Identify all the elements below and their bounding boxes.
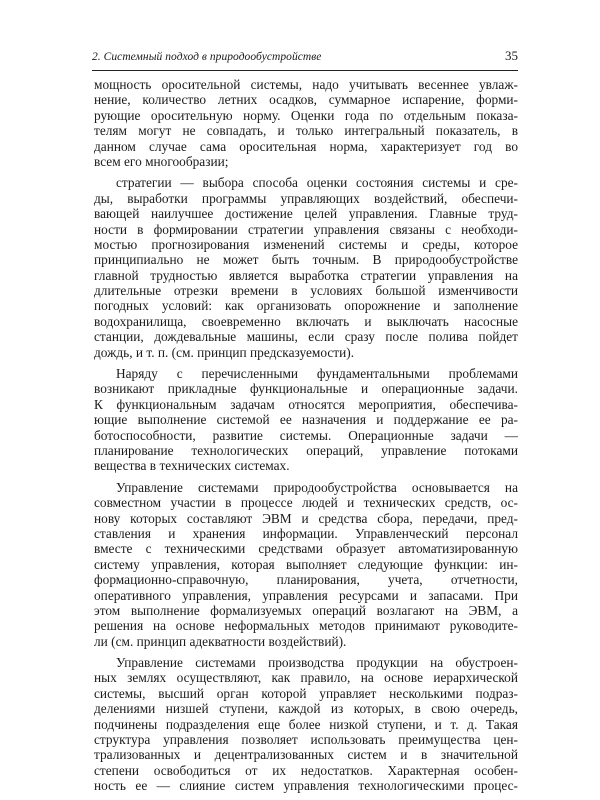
text-line: ботоспособности, развитие системы. Операционные задачи —: [94, 427, 518, 443]
text-line: нение, количество летних осадков, суммарное испарение, форми-: [94, 92, 518, 108]
text-line: К функциональным задачам относятся мероприятия, обеспечива-: [94, 396, 518, 412]
text-line: формационно-справочную, планирования, учета, отчетности,: [94, 572, 518, 588]
text-line: данном случае сама оросительная норма, характеризует год во: [94, 138, 518, 154]
chapter-title: 2. Системный подход в природообустройстве: [92, 51, 322, 63]
text-line: степени освободиться от их недостатков. Характерная особен-: [94, 762, 518, 778]
text-line: систему управления, которая выполняет следующие функции: ин-: [94, 556, 518, 572]
text-line: оперативного управления, управления ресурсами и запасами. При: [94, 587, 518, 603]
text-line: мостью прогнозирования изменений системы и среды, которое: [94, 236, 518, 252]
paragraph: [94, 366, 518, 474]
text-line: системы, высший орган которой управляет несколькими подраз-: [94, 685, 518, 701]
text-line: длительные отрезки времени в условиях большой изменчивости: [94, 283, 518, 299]
text-line: Наряду с перечисленными фундаментальными проблемами: [116, 366, 518, 382]
text-line: ющие выполнение системой ее назначения и поддержание ее ра-: [94, 412, 518, 428]
text-line: дождь, и т. п. (см. принцип предсказуемости).: [94, 344, 355, 360]
paragraph: [94, 655, 518, 794]
text-line: вающей наилучшее достижение целей управления. Главные труд-: [94, 206, 518, 222]
paragraph: [94, 77, 518, 169]
text-line: решения на основе неформальных методов принимают руководите-: [94, 618, 518, 634]
text-line: станции, дождевальные машины, если сразу после полива пойдет: [94, 329, 518, 345]
text-line: структура управления позволяет использовать преимущества цен-: [94, 732, 518, 748]
text-line: вместе с техническими средствами образует автоматизированную: [94, 541, 518, 557]
text-line: стратегии — выбора способа оценки состояния системы и сре-: [116, 175, 518, 191]
text-line: ды, выработки программы управляющих воздействий, обеспечи-: [94, 190, 518, 206]
text-line: трализованных и децентрализованных систем и в значительной: [94, 747, 518, 763]
text-line: нову которых составляют ЭВМ и средства сбора, передачи, пред-: [94, 510, 518, 526]
text-line: ности в формировании стратегии управления связаны с необходи-: [94, 221, 518, 237]
text-line: вещества в технических системах.: [94, 458, 290, 474]
paragraph: [94, 480, 518, 649]
body-text: [94, 77, 518, 800]
text-line: рующие оросительную норму. Оценки года по отдельным показа-: [94, 107, 518, 123]
text-line: этом выполнение формализуемых операций возлагают на ЭВМ, а: [94, 602, 518, 618]
text-line: главной трудностью является выработка стратегии управления на: [94, 267, 518, 283]
text-line: всем его многообразии;: [94, 153, 229, 169]
text-line: Управление системами природообустройства основывается на: [116, 479, 518, 495]
text-line: ли (см. принцип адекватности воздействий).: [94, 633, 347, 649]
text-line: возникают прикладные функциональные и операционные задачи.: [94, 381, 518, 397]
text-line: водохранилища, своевременно включать и выключать насосные: [94, 313, 518, 329]
text-line: Управление системами производства продукции на обустроен-: [116, 655, 518, 671]
running-header: [92, 40, 518, 71]
text-line: планирование технологических операций, управление потоками: [94, 442, 518, 458]
text-line: совместном участии в процессе людей и технических средств, ос-: [94, 495, 518, 511]
text-line: мощность оросительной системы, надо учитывать весеннее увлаж-: [94, 77, 518, 92]
text-line: подчинены подразделения еще более низкой ступени, и т. д. Такая: [94, 716, 518, 732]
page-number: 35: [505, 48, 518, 63]
text-line: делениями низшей ступени, каждой из которых, в свою очередь,: [94, 701, 518, 717]
text-line: телям могут не совпадать, и только интегральный показатель, в: [94, 123, 518, 139]
text-line: принципиально не может быть точным. В природообустройстве: [94, 252, 518, 268]
text-line: ставления и хранения информации. Управленческий персонал: [94, 525, 518, 541]
text-line: ных землях осуществляют, как правило, на основе иерархической: [94, 670, 518, 686]
text-line: ность ее — слияние систем управления технологическими процес-: [94, 778, 518, 794]
text-line: погодных условий: как организовать опорожнение и заполнение: [94, 298, 518, 314]
paragraph: [94, 175, 518, 360]
